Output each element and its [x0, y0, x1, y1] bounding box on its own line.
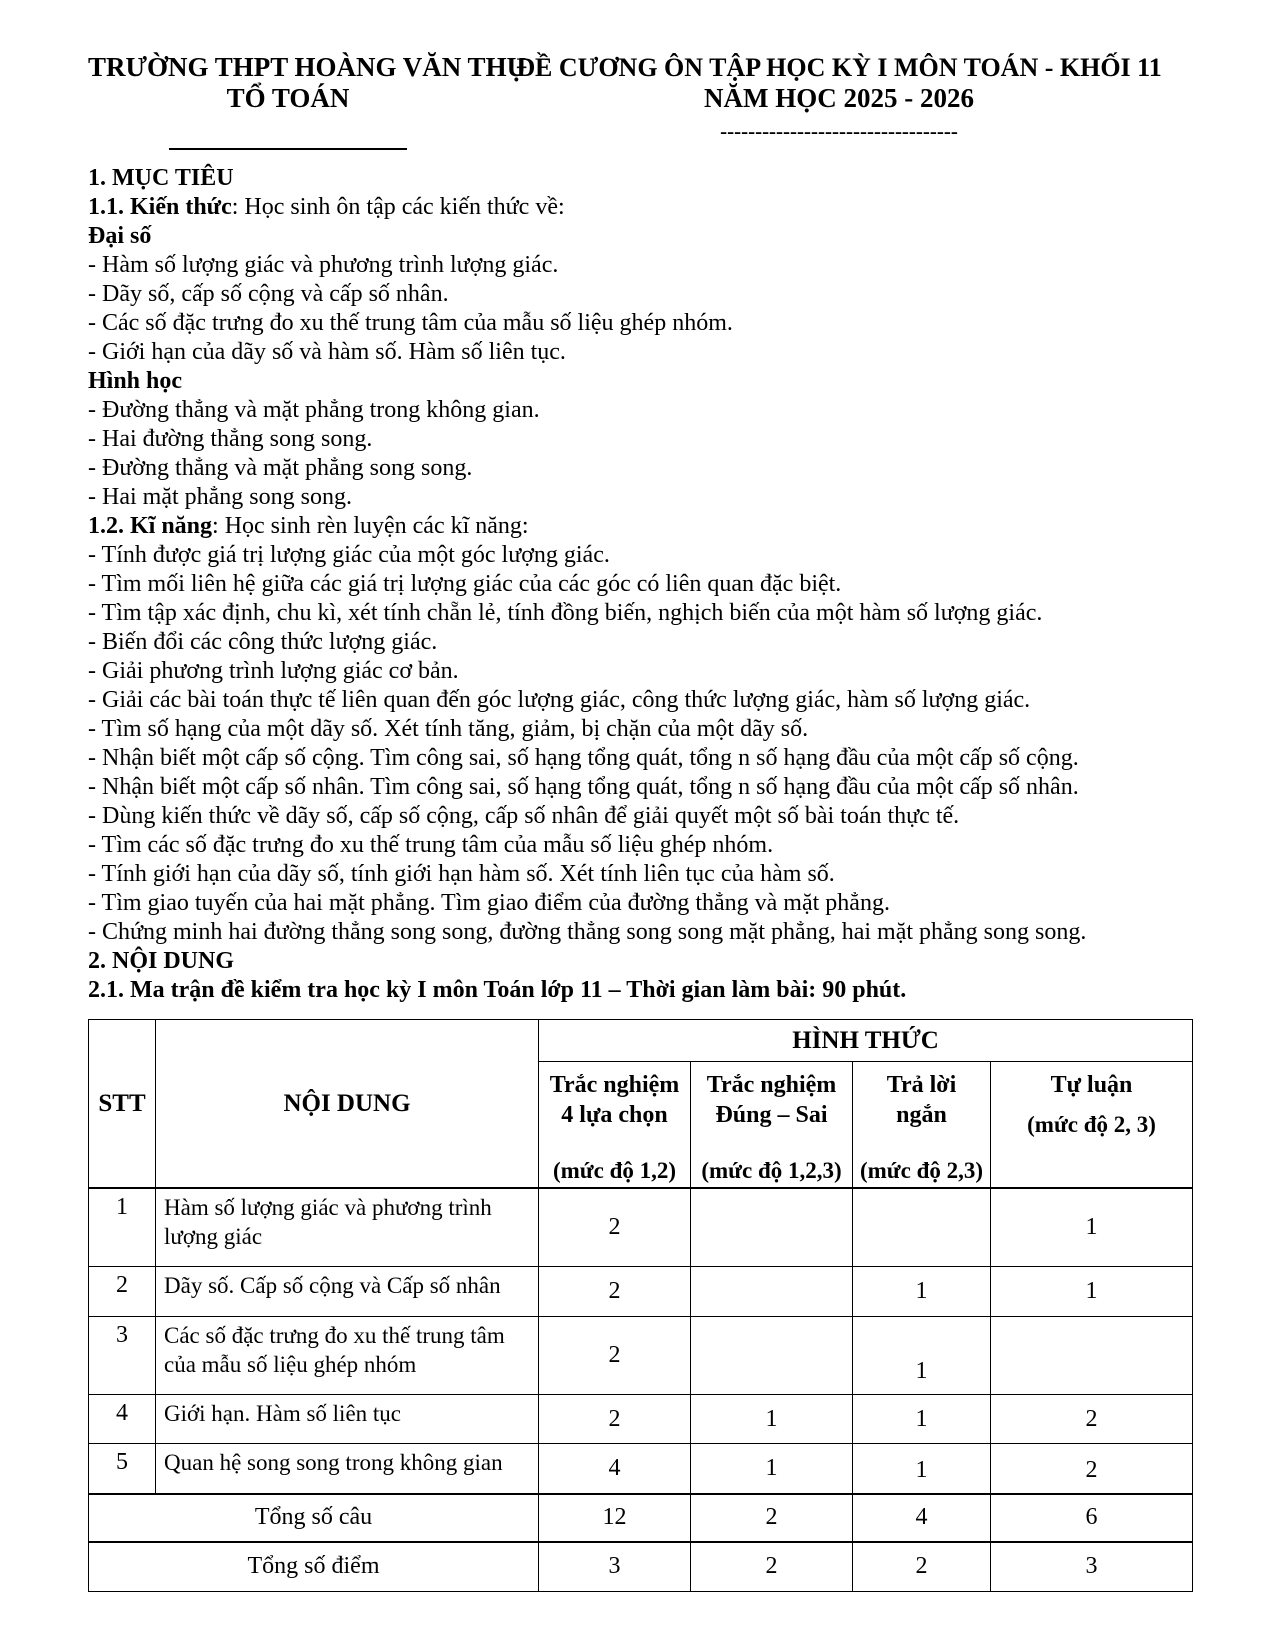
list-item: - Tìm mối liên hệ giữa các giá trị lượng giác của các góc có liên quan đặc biệt. — [88, 571, 842, 597]
list-item: - Giới hạn của dãy số và hàm số. Hàm số liên tục. — [88, 339, 566, 365]
col-header-hinh-thuc: HÌNH THỨC — [539, 1020, 1193, 1062]
cell-value — [691, 1317, 853, 1395]
cell-value: 2 — [539, 1188, 691, 1267]
row-stt: 5 — [89, 1444, 156, 1494]
separator-line — [169, 148, 407, 150]
row-topic: Giới hạn. Hàm số liên tục — [156, 1395, 539, 1444]
format-level: (mức độ 1,2,3) — [701, 1158, 842, 1183]
matrix-table — [88, 1019, 1193, 1592]
department-name: TỔ TOÁN — [226, 83, 350, 113]
subheading-dai-so: Đại số — [88, 223, 152, 249]
row-topic: Hàm số lượng giác và phương trình lượng giác — [156, 1188, 539, 1267]
list-item: - Tìm giao tuyến của hai mặt phẳng. Tìm giao điểm của đường thẳng và mặt phẳng. — [88, 890, 890, 916]
cell-value: 2 — [691, 1542, 853, 1592]
kien-thuc-label: 1.1. Kiến thức — [88, 194, 232, 220]
table-row — [89, 1317, 1193, 1395]
kien-thuc-line — [88, 193, 1190, 222]
col-header-tra-loi-ngan — [853, 1062, 991, 1188]
cell-value: 2 — [539, 1395, 691, 1444]
list-item: - Hai đường thẳng song song. — [88, 426, 373, 452]
list-item: - Tìm số hạng của một dãy số. Xét tính tăng, giảm, bị chặn của một dãy số. — [88, 716, 809, 742]
cell-value: 1 — [853, 1267, 991, 1317]
cell-value: 1 — [853, 1444, 991, 1494]
cell-value: 1 — [691, 1395, 853, 1444]
subheading-hinh-hoc: Hình học — [88, 368, 183, 394]
format-title: Trắc nghiệm Đúng – Sai — [706, 1072, 837, 1128]
cell-value: 4 — [853, 1494, 991, 1542]
cell-value: 2 — [539, 1267, 691, 1317]
totals-row-diem — [89, 1542, 1193, 1592]
kien-thuc-rest: : Học sinh ôn tập các kiến thức về: — [231, 194, 565, 220]
list-item: - Hàm số lượng giác và phương trình lượng giác. — [88, 252, 559, 278]
document-body — [88, 164, 1190, 1592]
table-row — [89, 1188, 1193, 1267]
col-header-dung-sai — [691, 1062, 853, 1188]
col-header-tu-luan — [991, 1062, 1193, 1188]
cell-value: 1 — [991, 1188, 1193, 1267]
format-title: Trả lời ngắn — [886, 1072, 957, 1128]
row-stt: 2 — [89, 1267, 156, 1317]
format-level: (mức độ 2,3) — [859, 1158, 984, 1183]
list-item: - Nhận biết một cấp số cộng. Tìm công sai, số hạng tổng quát, tổng n số hạng đầu của một cấp số cộng. — [88, 745, 1079, 771]
cell-value: 2 — [691, 1494, 853, 1542]
list-item: - Các số đặc trưng đo xu thế trung tâm của mẫu số liệu ghép nhóm. — [88, 310, 733, 336]
school-name: TRƯỜNG THPT HOÀNG VĂN THỤ — [88, 52, 527, 82]
table-row — [89, 1395, 1193, 1444]
title-block — [488, 52, 1190, 150]
cell-value: 3 — [539, 1542, 691, 1592]
school-block — [88, 52, 527, 150]
school-year: NĂM HỌC 2025 - 2026 — [704, 83, 974, 113]
totals-label: Tổng số câu — [89, 1494, 539, 1542]
cell-value — [691, 1267, 853, 1317]
row-stt: 1 — [89, 1188, 156, 1267]
row-topic: Quan hệ song song trong không gian — [156, 1444, 539, 1494]
col-header-trac-nghiem-4 — [539, 1062, 691, 1188]
cell-value: 12 — [539, 1494, 691, 1542]
format-title: Trắc nghiệm 4 lựa chọn — [549, 1072, 680, 1128]
row-topic: Dãy số. Cấp số cộng và Cấp số nhân — [156, 1267, 539, 1317]
table-row — [89, 1444, 1193, 1494]
document-header — [88, 52, 1190, 150]
cell-value — [853, 1188, 991, 1267]
cell-value: 1 — [991, 1267, 1193, 1317]
cell-value: 2 — [991, 1395, 1193, 1444]
list-item: - Đường thẳng và mặt phẳng song song. — [88, 455, 473, 481]
section-heading-muc-tieu: 1. MỤC TIÊU — [88, 165, 234, 191]
list-item: - Chứng minh hai đường thẳng song song, đường thẳng song song mặt phẳng, hai mặt phẳng song song. — [88, 919, 1087, 945]
list-item: - Hai mặt phẳng song song. — [88, 484, 352, 510]
list-item: - Biến đổi các công thức lượng giác. — [88, 629, 438, 655]
col-header-noi-dung: NỘI DUNG — [156, 1020, 539, 1188]
cell-value: 1 — [853, 1395, 991, 1444]
cell-value: 6 — [991, 1494, 1193, 1542]
document-title: ĐỀ CƯƠNG ÔN TẬP HỌC KỲ I MÔN TOÁN - KHỐI 11 — [516, 53, 1162, 82]
dashed-line: ---------------------------------- — [720, 119, 958, 143]
list-item: - Tìm tập xác định, chu kì, xét tính chẵn lẻ, tính đồng biến, nghịch biến của một hàm số lượng giác. — [88, 600, 1043, 626]
format-level: (mức độ 1,2) — [552, 1158, 677, 1183]
cell-value: 3 — [991, 1542, 1193, 1592]
ki-nang-rest: : Học sinh rèn luyện các kĩ năng: — [212, 513, 529, 539]
cell-value: 1 — [691, 1444, 853, 1494]
cell-value: 2 — [991, 1444, 1193, 1494]
cell-value: 2 — [539, 1317, 691, 1395]
cell-value — [991, 1317, 1193, 1395]
section-heading-noi-dung: 2. NỘI DUNG — [88, 948, 235, 974]
totals-label: Tổng số điểm — [89, 1542, 539, 1592]
row-stt: 3 — [89, 1317, 156, 1395]
ki-nang-line — [88, 512, 1190, 541]
totals-row-cau — [89, 1494, 1193, 1542]
col-header-stt: STT — [89, 1020, 156, 1188]
list-item: - Dùng kiến thức về dãy số, cấp số cộng, cấp số nhân để giải quyết một số bài toán thực tế. — [88, 803, 960, 829]
cell-value: 1 — [853, 1317, 991, 1395]
list-item: - Tính giới hạn của dãy số, tính giới hạn hàm số. Xét tính liên tục của hàm số. — [88, 861, 835, 887]
cell-value — [691, 1188, 853, 1267]
cell-value: 4 — [539, 1444, 691, 1494]
row-stt: 4 — [89, 1395, 156, 1444]
row-topic: Các số đặc trưng đo xu thế trung tâm của mẫu số liệu ghép nhóm — [156, 1317, 539, 1395]
list-item: - Giải các bài toán thực tế liên quan đến góc lượng giác, công thức lượng giác, hàm số lượng giác. — [88, 687, 1031, 713]
format-level: (mức độ 2, 3) — [1027, 1112, 1156, 1137]
cell-value: 2 — [853, 1542, 991, 1592]
table-row — [89, 1267, 1193, 1317]
list-item: - Nhận biết một cấp số nhân. Tìm công sai, số hạng tổng quát, tổng n số hạng đầu của một cấp số nhân. — [88, 774, 1079, 800]
matrix-caption: 2.1. Ma trận đề kiểm tra học kỳ I môn Toán lớp 11 – Thời gian làm bài: 90 phút. — [88, 977, 907, 1003]
list-item: - Giải phương trình lượng giác cơ bản. — [88, 658, 459, 684]
format-title: Tự luận — [1050, 1072, 1133, 1098]
list-item: - Tính được giá trị lượng giác của một góc lượng giác. — [88, 542, 610, 568]
list-item: - Dãy số, cấp số cộng và cấp số nhân. — [88, 281, 449, 307]
ki-nang-label: 1.2. Kĩ năng — [88, 513, 213, 539]
list-item: - Tìm các số đặc trưng đo xu thế trung tâm của mẫu số liệu ghép nhóm. — [88, 832, 774, 858]
list-item: - Đường thẳng và mặt phẳng trong không gian. — [88, 397, 540, 423]
